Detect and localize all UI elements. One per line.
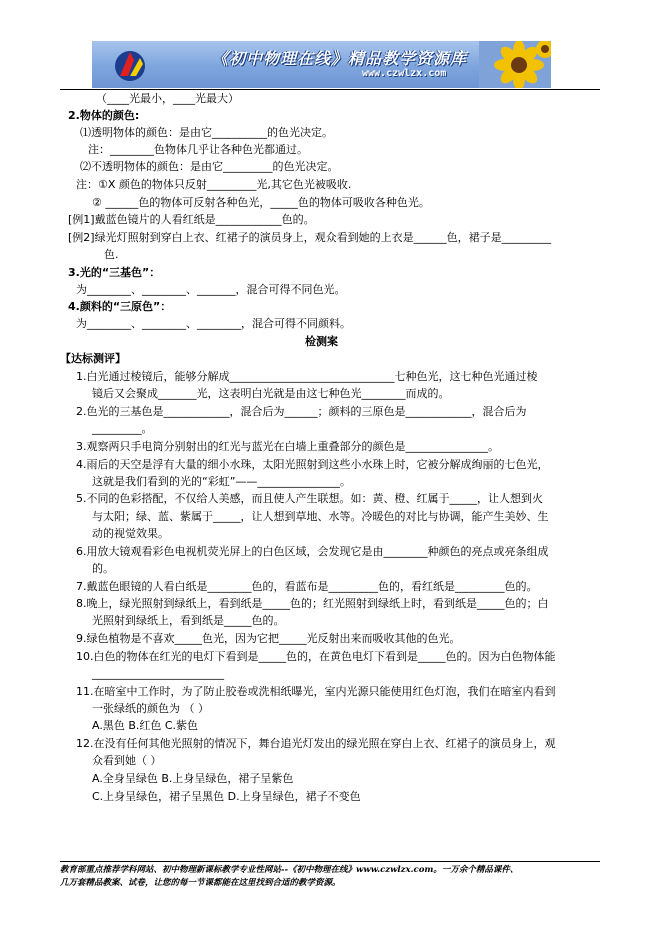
text-line: 镜后又会聚成_______光，这表明白光就是由这七种色光________而成的。 — [92, 387, 450, 400]
text-line: 【达标测评】 — [60, 352, 126, 365]
text-line: 7.戴蓝色眼镜的人看白纸是________色的，看蓝布是_________色的，看红纸是_________色的。 — [76, 580, 538, 593]
text-line: 12.在没有任何其他光照射的情况下，舞台追光灯发出的绿光照在穿白上衣、红裙子的演员身上，观 — [76, 737, 556, 750]
footer-line-1: 教育部重点推荐学科网站、初中物理新课标教学专业性网站--《初中物理在线》www.czwlzx.com。一万余个精品课件、 — [60, 865, 519, 875]
text-line: 为________、________、________，混合可得不同颜料。 — [76, 317, 351, 330]
footer-line-2: 几万套精品教案、试卷，让您的每一节课都能在这里找到合适的教学资源。 — [60, 878, 341, 888]
text-line: 光照射到绿纸上，看到纸是_____色的。 — [92, 614, 285, 627]
text-line: 众看到她（ ） — [92, 754, 162, 767]
text-line: 的。 — [92, 562, 114, 575]
text-line: 一张绿纸的颜色为 （ ） — [92, 702, 209, 715]
text-line: ⑴透明物体的颜色：是由它__________的色光决定。 — [80, 126, 333, 139]
text-line: 2.物体的颜色: — [68, 109, 140, 122]
text-line: 4.颜料的“三原色”： — [68, 300, 172, 313]
text-line: 注：________色物体几乎让各种色光都通过。 — [88, 143, 308, 156]
text-line: ⑵不透明物体的颜色：是由它_________的色光决定。 — [80, 160, 339, 173]
text-line: 与太阳；绿、蓝、紫属于_____，让人想到草地、水等。冷暖色的对比与协调，能产生美妙、生 — [92, 510, 549, 523]
text-line: C.上身呈绿色，裙子呈黑色 D.上身呈绿色，裙子不变色 — [92, 790, 361, 803]
text-line: 5.不同的色彩搭配，不仅给人美感，而且使人产生联想。如：黄、橙、红属于_____，让人想到火 — [76, 492, 543, 505]
text-line: [例1]戴蓝色镜片的人看红纸是____________色的。 — [68, 213, 315, 226]
text-line: 色. — [104, 248, 119, 261]
text-line: _________。 — [92, 422, 153, 435]
text-line: 这就是我们看到的光的“彩虹”——_______________。 — [92, 475, 351, 488]
text-line: 10.白色的物体在红光的电灯下看到是_____色的，在黄色电灯下看到是_____色的。因为白色物体能 — [76, 650, 556, 663]
banner-url: www.czwlzx.com — [362, 68, 447, 79]
text-line: 1.白光通过棱镜后，能够分解成______________________________七种色光，这七种色光通过棱 — [76, 370, 538, 383]
text-line: 6.用放大镜观看彩色电视机荧光屏上的白色区域，会发现它是由________种颜色的亮点或亮条组成 — [76, 545, 549, 558]
footer-rule — [60, 861, 600, 862]
header-banner — [92, 41, 551, 88]
header-rule — [60, 89, 600, 90]
text-line: [例2]绿光灯照射到穿白上衣、红裙子的演员身上，观众看到她的上衣是______色，裙子是_________ — [68, 231, 552, 244]
site-logo-icon — [110, 46, 150, 84]
text-line: 9.绿色植物是不喜欢_____色光，因为它把_____光反射出来而吸收其他的色光。 — [76, 632, 461, 645]
text-line: 2.色光的三基色是____________，混合后为______；颜料的三原色是____________，混合后为 — [76, 405, 527, 418]
text-line: 3.观察两只手电筒分别射出的红光与蓝光在白墙上重叠部分的颜色是_______________。 — [76, 440, 499, 453]
text-line: 注：①X 颜色的物体只反射_________光,其它色光被吸收. — [76, 178, 352, 191]
text-line: 8.晚上，绿光照射到绿纸上，看到纸是_____色的；红光照射到绿纸上时，看到纸是_____色的；白 — [76, 597, 549, 610]
text-line: 动的视觉效果。 — [92, 527, 169, 540]
text-line: 检测案 — [305, 335, 338, 348]
text-line: 3.光的“三基色”： — [68, 266, 161, 279]
text-line: A.全身呈绿色 B.上身呈绿色，裙子呈紫色 — [92, 772, 294, 785]
sunflower-icon — [479, 41, 551, 88]
text-line: A.黑色 B.红色 C.紫色 — [92, 719, 199, 732]
text-line: 为________、________、_______，混合可得不同色光。 — [76, 283, 346, 296]
banner-title: 《初中物理在线》精品教学资源库 — [212, 49, 468, 68]
text-line: ________________________ — [92, 667, 224, 680]
text-line: 11.在暗室中工作时，为了防止胶卷或洗相纸曝光，室内光源只能使用红色灯泡，我们在暗室内看到 — [76, 685, 556, 698]
text-line: （____光最小，____光最大） — [96, 92, 239, 105]
text-line: ② ______色的物体可反射各种色光，_____色的物体可吸收各种色光。 — [92, 196, 430, 209]
text-line: 4.雨后的天空是浮有大量的细小水珠，太阳光照射到这些小水珠上时，它被分解成绚丽的七色光， — [76, 458, 549, 471]
